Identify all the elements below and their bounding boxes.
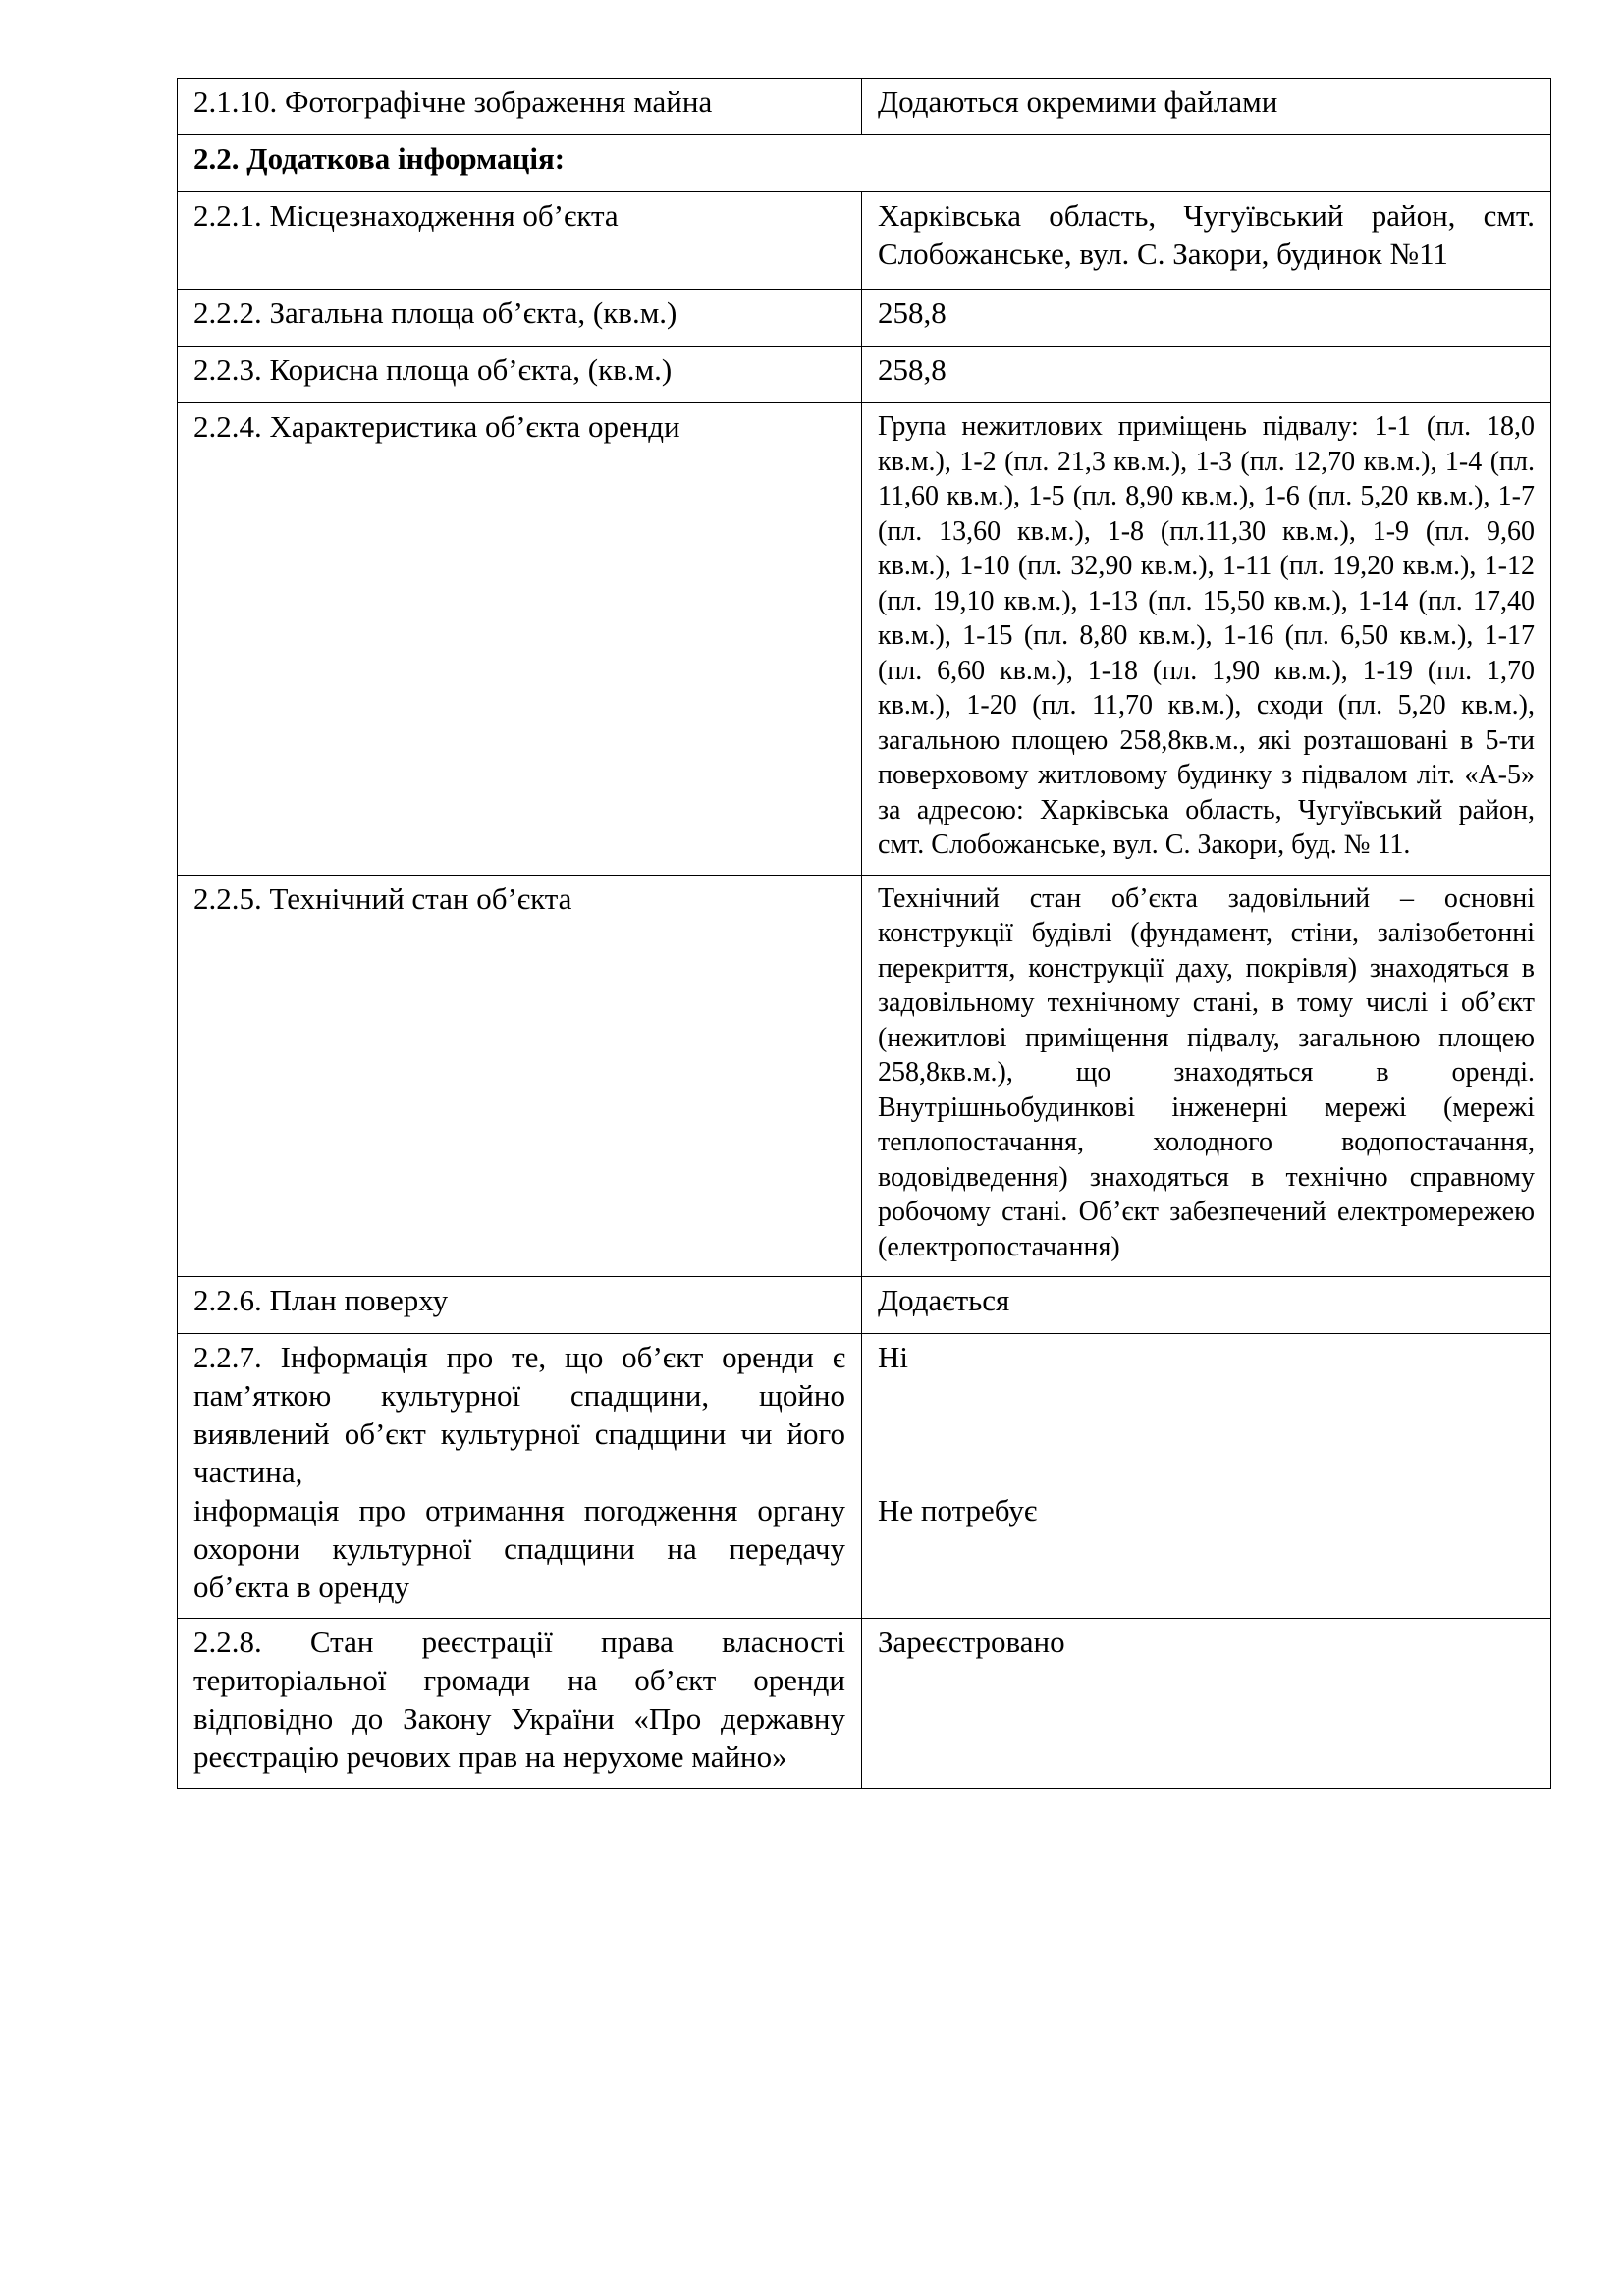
- section-heading: 2.2. Додаткова інформація:: [178, 135, 1551, 192]
- heritage-approval-value: Не потребує: [878, 1493, 1038, 1527]
- row-value: Додається: [862, 1277, 1551, 1334]
- row-label: 2.2.5. Технічний стан об’єкта: [178, 875, 862, 1277]
- heritage-info-label: 2.2.7. Інформація про те, що об’єкт оренди є пам’яткою культурної спадщини, щойно виявлений об’єкт культурної спадщини чи його частина,: [193, 1340, 845, 1489]
- table-row: [178, 290, 1551, 347]
- row-label: [178, 1334, 862, 1619]
- spacer: [878, 1376, 1535, 1491]
- table-row: [178, 1619, 1551, 1789]
- table-row: [178, 875, 1551, 1277]
- row-label: 2.2.4. Характеристика об’єкта оренди: [178, 403, 862, 876]
- row-label: 2.2.8. Стан реєстрації права власності територіальної громади на об’єкт оренди відповідно до Закону України «Про державну реєстрацію речових прав на нерухоме майно»: [178, 1619, 862, 1789]
- row-value: Харківська область, Чугуївський район, смт. Слобожанське, вул. С. Закори, будинок №11: [862, 192, 1551, 290]
- row-value: Група нежитлових приміщень підвалу: 1-1 (пл. 18,0 кв.м.), 1-2 (пл. 21,3 кв.м.), 1-3 (пл. 12,70 кв.м.), 1-4 (пл. 11,60 кв.м.), 1-5 (пл. 8,90 кв.м.), 1-6 (пл. 5,20 кв.м.), 1-7 (пл. 13,60 кв.м.), 1-8 (пл.11,30 кв.м.), 1-9 (пл. 9,60 кв.м.), 1-10 (пл. 32,90 кв.м.), 1-11 (пл. 19,20 кв.м.), 1-12 (пл. 19,10 кв.м.), 1-13 (пл. 15,50 кв.м.), 1-14 (пл. 17,40 кв.м.), 1-15 (пл. 8,80 кв.м.), 1-16 (пл. 6,50 кв.м.), 1-17 (пл. 6,60 кв.м.), 1-18 (пл. 1,90 кв.м.), 1-19 (пл. 1,70 кв.м.), 1-20 (пл. 11,70 кв.м.), сходи (пл. 5,20 кв.м.), загальною площею 258,8кв.м., які розташовані в 5-ти поверховому житловому будинку з підвалом літ. «А-5» за адресою: Харківська область, Чугуївський район, смт. Слобожанське, вул. С. Закори, буд. № 11.: [862, 403, 1551, 876]
- table-row: [178, 79, 1551, 135]
- row-value: Додаються окремими файлами: [862, 79, 1551, 135]
- table-row: [178, 403, 1551, 876]
- property-info-table: [177, 78, 1551, 1789]
- row-label: 2.2.2. Загальна площа об’єкта, (кв.м.): [178, 290, 862, 347]
- table-row: [178, 1334, 1551, 1619]
- row-value: Зареєстровано: [862, 1619, 1551, 1789]
- heritage-approval-label: інформація про отримання погодження органу охорони культурної спадщини на передачу об’єкта в оренду: [193, 1493, 845, 1604]
- table-row: [178, 347, 1551, 403]
- row-value: Технічний стан об’єкта задовільний – основні конструкції будівлі (фундамент, стіни, залізобетонні перекриття, конструкції даху, покрівля) знаходяться в задовільному технічному стані, в тому числі і об’єкт (нежитлові приміщення підвалу, загальною площею 258,8кв.м.), що знаходяться в оренді. Внутрішньобудинкові інженерні мережі (мережі теплопостачання, холодного водопостачання, водовідведення) знаходяться в технічно справному робочому стані. Об’єкт забезпечений електромережею (електропостачання): [862, 875, 1551, 1277]
- row-value: 258,8: [862, 347, 1551, 403]
- row-value: 258,8: [862, 290, 1551, 347]
- row-label: 2.1.10. Фотографічне зображення майна: [178, 79, 862, 135]
- row-label: 2.2.6. План поверху: [178, 1277, 862, 1334]
- row-value: [862, 1334, 1551, 1619]
- heritage-info-value: Ні: [878, 1340, 908, 1374]
- row-label: 2.2.1. Місцезнаходження об’єкта: [178, 192, 862, 290]
- row-label: 2.2.3. Корисна площа об’єкта, (кв.м.): [178, 347, 862, 403]
- table-row: [178, 192, 1551, 290]
- section-heading-row: [178, 135, 1551, 192]
- table-row: [178, 1277, 1551, 1334]
